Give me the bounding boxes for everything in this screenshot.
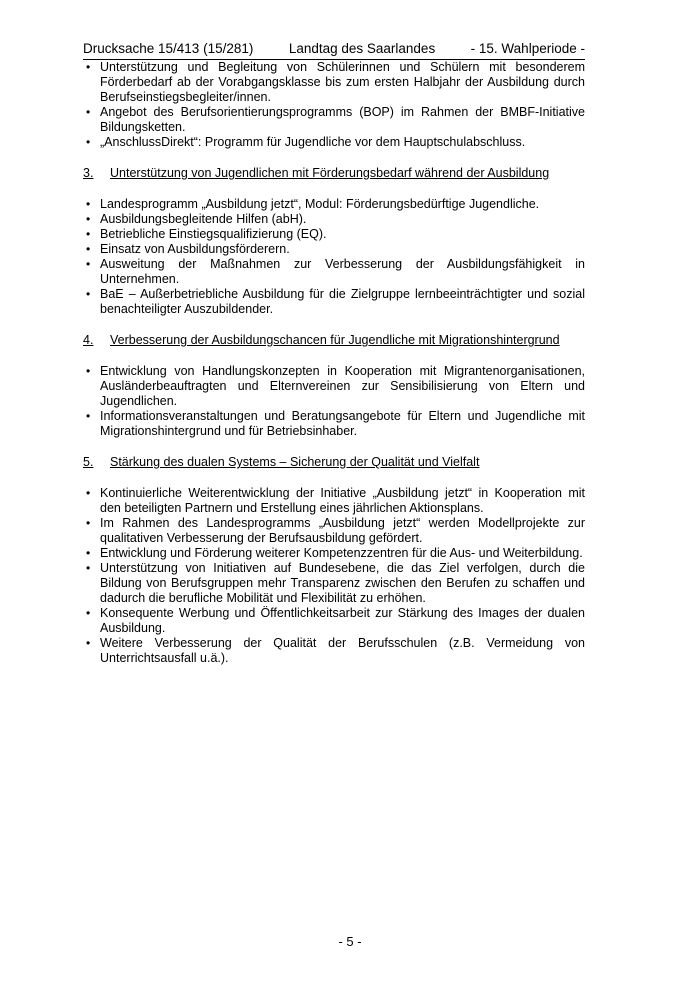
bullet-icon: •: [86, 227, 91, 241]
page-number: - 5 -: [338, 934, 362, 949]
section-number: 3.: [83, 166, 94, 180]
section-heading-5: [83, 455, 585, 470]
section-title: Stärkung des dualen Systems – Sicherung der Qualität und Vielfalt: [110, 455, 480, 469]
bullet-icon: •: [86, 287, 91, 301]
bullet-icon: •: [86, 242, 91, 256]
list-item: • Entwicklung von Handlungskonzepten in Kooperation mit Migrantenorganisationen, Ausländerbeauftragten und Elternvereinen zur Sensibilisierung von Eltern und Jugendlichen.: [86, 364, 585, 408]
list-item: • Ausweitung der Maßnahmen zur Verbesserung der Ausbildungsfähigkeit in Unternehmen.: [86, 257, 585, 286]
page-header: [83, 40, 585, 60]
list-item: • Unterstützung und Begleitung von Schülerinnen und Schülern mit besonderem Förderbedarf ab der Vorabgangsklasse bis zum ersten Halbjahr der Ausbildung durch Berufseinstiegsbegleiter/innen.: [86, 60, 585, 104]
bullet-icon: •: [86, 105, 91, 119]
section-title: Verbesserung der Ausbildungschancen für Jugendliche mit Migrationshintergrund: [110, 333, 560, 347]
section-heading-4: [83, 333, 585, 348]
bullet-icon: •: [86, 135, 91, 149]
section-title: Unterstützung von Jugendlichen mit Förderungsbedarf während der Ausbildung: [110, 166, 550, 180]
list-item: • Entwicklung und Förderung weiterer Kompetenzzentren für die Aus- und Weiterbildung.: [86, 546, 583, 560]
bullet-icon: •: [86, 486, 91, 500]
bullet-icon: •: [86, 561, 91, 575]
document-page: [83, 40, 585, 666]
bullet-icon: •: [86, 546, 91, 560]
bullet-icon: •: [86, 197, 91, 211]
section-5-list: [83, 486, 585, 666]
list-item: • Einsatz von Ausbildungsförderern.: [86, 242, 290, 256]
bullet-icon: •: [86, 409, 91, 423]
list-item: • Unterstützung von Initiativen auf Bundesebene, die das Ziel verfolgen, durch die Bildung von Berufsgruppen mehr Transparenz zwischen den Berufen zu schaffen und dadurch die berufliche Mobilität und Flexibilität zu erhöhen.: [86, 561, 585, 605]
list-item: • Ausbildungsbegleitende Hilfen (abH).: [86, 212, 307, 226]
bullet-icon: •: [86, 516, 91, 530]
bullet-icon: •: [86, 60, 91, 74]
bullet-icon: •: [86, 364, 91, 378]
list-item: • BaE – Außerbetriebliche Ausbildung für die Zielgruppe lernbeeinträchtigter und sozial benachteiligter Auszubildender.: [86, 287, 585, 316]
list-item: • Weitere Verbesserung der Qualität der Berufsschulen (z.B. Vermeidung von Unterrichtsausfall u.ä.).: [86, 636, 585, 665]
bullet-icon: •: [86, 212, 91, 226]
list-item: • Landesprogramm „Ausbildung jetzt“, Modul: Förderungsbedürftige Jugendliche.: [86, 197, 540, 211]
bullet-icon: •: [86, 257, 91, 271]
section-heading-3: [83, 166, 585, 181]
section-3-list: [83, 197, 585, 317]
list-item: • Konsequente Werbung und Öffentlichkeitsarbeit zur Stärkung des Images der dualen Ausbildung.: [86, 606, 585, 635]
list-item: • Im Rahmen des Landesprogramms „Ausbildung jetzt“ werden Modellprojekte zur qualitativen Verbesserung der Berufsausbildung gefördert.: [86, 516, 585, 545]
section-number: 5.: [83, 455, 94, 469]
bullet-icon: •: [86, 606, 91, 620]
list-item: • Angebot des Berufsorientierungsprogramms (BOP) im Rahmen der BMBF-Initiative Bildungsketten.: [86, 105, 585, 134]
list-item: • „AnschlussDirekt“: Programm für Jugendliche vor dem Hauptschulabschluss.: [86, 135, 526, 149]
section-number: 4.: [83, 333, 94, 347]
intro-list: [83, 60, 585, 150]
legislative-period: - 15. Wahlperiode -: [470, 41, 585, 56]
bullet-icon: •: [86, 636, 91, 650]
section-4-list: [83, 364, 585, 439]
list-item: • Betriebliche Einstiegsqualifizierung (EQ).: [86, 227, 327, 241]
doc-number: Drucksache 15/413 (15/281): [83, 41, 254, 56]
list-item: • Kontinuierliche Weiterentwicklung der Initiative „Ausbildung jetzt“ in Kooperation mit den beteiligten Partnern und Erstellung eines jährlichen Aktionsplans.: [86, 486, 585, 515]
institution-name: Landtag des Saarlandes: [288, 41, 436, 56]
list-item: • Informationsveranstaltungen und Beratungsangebote für Eltern und Jugendliche mit Migrationshintergrund und für Betriebsinhaber.: [86, 409, 585, 438]
